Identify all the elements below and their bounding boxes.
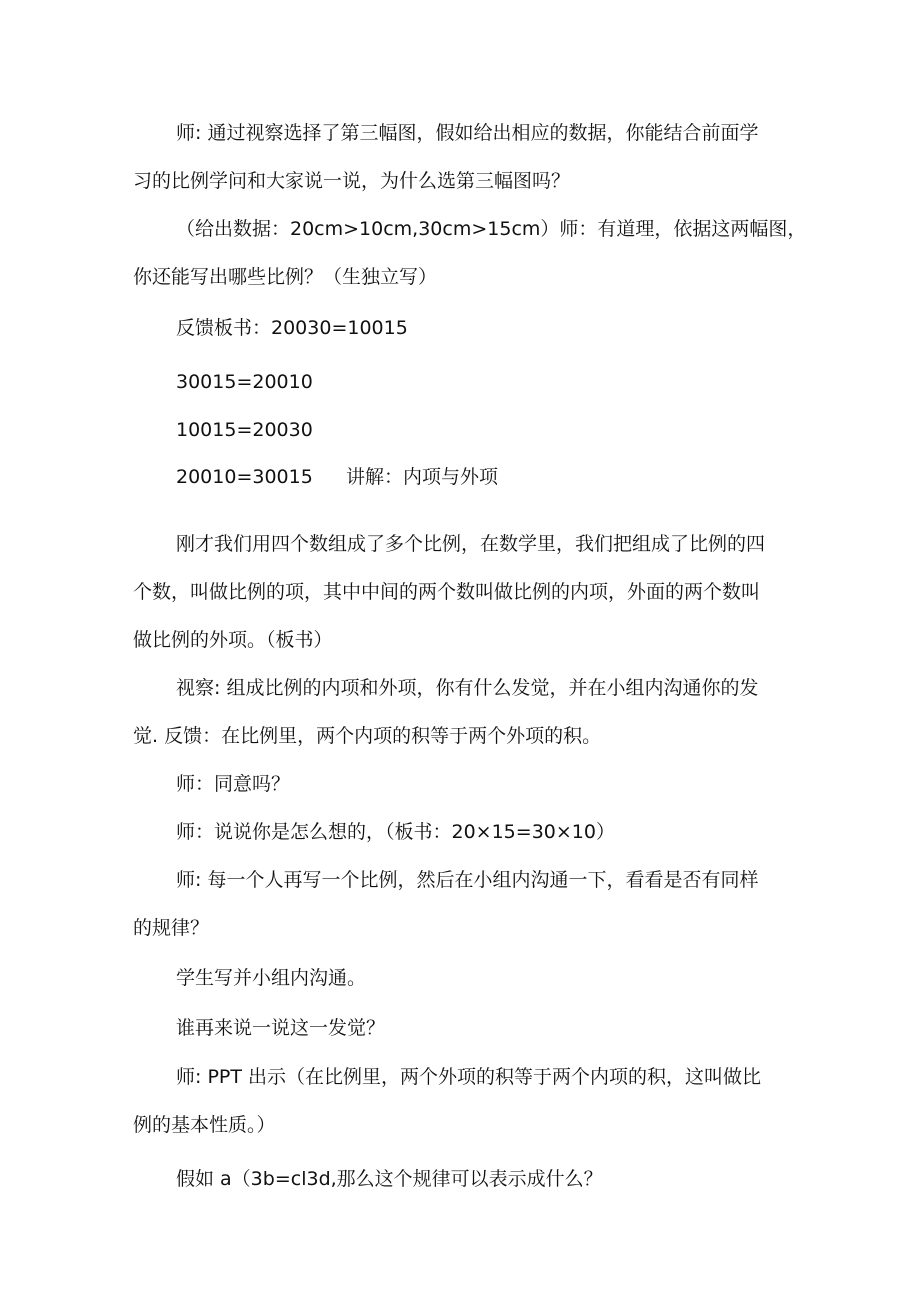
text-line: 师: 每一个人再写一个比例，然后在小组内沟通一下，看看是否有同样 [176, 869, 759, 891]
text-line: 20010=30015 [176, 466, 313, 488]
text-line: 个数，叫做比例的项，其中中间的两个数叫做比例的内项，外面的两个数叫 [133, 581, 761, 603]
text-line: 习的比例学问和大家说一说，为什么选第三幅图吗？ [133, 170, 571, 192]
text-line: 师: PPT 出示（在比例里，两个外项的积等于两个内项的积，这叫做比 [176, 1066, 762, 1088]
text-line: 师：说说你是怎么想的，（板书：20×15=30×10） [176, 821, 615, 843]
text-line: 反馈板书：20030=10015 [176, 317, 408, 339]
text-line: 觉. 反馈：在比例里，两个内项的积等于两个外项的积。 [133, 725, 602, 747]
text-line: 你还能写出哪些比例？（生独立写） [133, 266, 438, 288]
text-line: 学生写并小组内沟通。 [176, 967, 367, 989]
text-line: 假如 a（3b=cl3d,那么这个规律可以表示成什么？ [176, 1168, 603, 1190]
text-line: 谁再来说一说这一发觉？ [176, 1017, 386, 1039]
text-line: 例的基本性质。） [133, 1114, 276, 1136]
text-line: 做比例的外项。（板书） [133, 629, 333, 651]
text-line: 师：同意吗？ [176, 773, 291, 795]
text-line: 讲解：内项与外项 [346, 466, 499, 488]
text-line: （给出数据：20cm>10cm,30cm>15cm）师：有道理，依据这两幅图， [176, 218, 807, 240]
text-line: 10015=20030 [176, 419, 313, 441]
text-line: 刚才我们用四个数组成了多个比例，在数学里，我们把组成了比例的四 [176, 533, 766, 555]
text-line: 30015=20010 [176, 371, 313, 393]
text-line: 师: 通过视察选择了第三幅图，假如给出相应的数据，你能结合前面学 [176, 122, 759, 144]
text-line: 视察: 组成比例的内项和外项，你有什么发觉，并在小组内沟通你的发 [176, 677, 759, 699]
text-line: 的规律？ [133, 917, 210, 939]
